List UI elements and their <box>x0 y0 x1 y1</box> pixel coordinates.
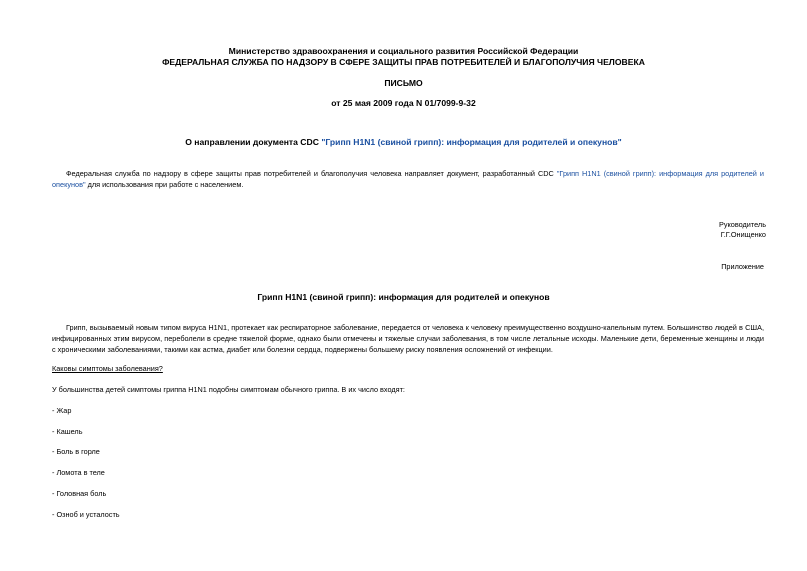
document-type: ПИСЬМО <box>384 78 423 88</box>
signature-name: Г.Г.Онищенко <box>720 230 766 239</box>
symptom-item: - Озноб и усталость <box>52 510 120 519</box>
symptom-item: - Жар <box>52 406 72 415</box>
intro-text-before: Федеральная служба по надзору в сфере защиты прав потребителей и благополучия человека направляет документ, разработанный CDC <box>66 169 557 178</box>
intro-paragraph <box>52 168 764 190</box>
appendix-title: Грипп H1N1 (свиной грипп): информация для родителей и опекунов <box>257 292 550 302</box>
document-subject <box>0 137 807 148</box>
intro-text-after: для использования при работе с населением. <box>85 180 244 189</box>
symptom-item: - Кашель <box>52 427 83 436</box>
subject-document-link[interactable]: "Грипп H1N1 (свиной грипп): информация для родителей и опекунов" <box>321 137 622 147</box>
service-line: ФЕДЕРАЛЬНАЯ СЛУЖБА ПО НАДЗОРУ В СФЕРЕ ЗАЩИТЫ ПРАВ ПОТРЕБИТЕЛЕЙ И БЛАГОПОЛУЧИЯ ЧЕЛОВЕКА <box>162 57 645 67</box>
document-date-number: от 25 мая 2009 года N 01/7099-9-32 <box>331 98 476 108</box>
symptoms-intro: У большинства детей симптомы гриппа H1N1 подобны симптомам обычного гриппа. В их число входят: <box>52 385 405 394</box>
symptoms-heading-text: Каковы симптомы заболевания? <box>52 364 163 373</box>
subject-prefix: О направлении документа CDC <box>185 137 322 147</box>
appendix-label: Приложение <box>721 262 764 271</box>
symptom-item: - Ломота в теле <box>52 468 105 477</box>
body-paragraph: Грипп, вызываемый новым типом вируса H1N1, протекает как респираторное заболевание, передается от человека к человеку преимущественно воздушно-капельным путем. Большинство людей в США, инфицированных этим вирусом, переболели в средне тяжелой форме, однако были отмечены и тяжелые случаи заболевания, в том числе летальные исходы. Маленькие дети, беременные женщины и люди с хроническими заболеваниями, такими как астма, диабет или болезни сердца, подвержены большему риску появления осложнений от инфекции. <box>52 323 764 354</box>
symptoms-heading <box>52 363 163 374</box>
ministry-line: Министерство здравоохранения и социального развития Российской Федерации <box>228 46 579 56</box>
symptom-item: - Боль в горле <box>52 447 100 456</box>
intro-document-link[interactable]: "Грипп H1N1 (свиной грипп): информация для родителей и опекунов" <box>52 169 764 189</box>
symptom-item: - Головная боль <box>52 489 107 498</box>
signature-position: Руководитель <box>718 220 766 229</box>
